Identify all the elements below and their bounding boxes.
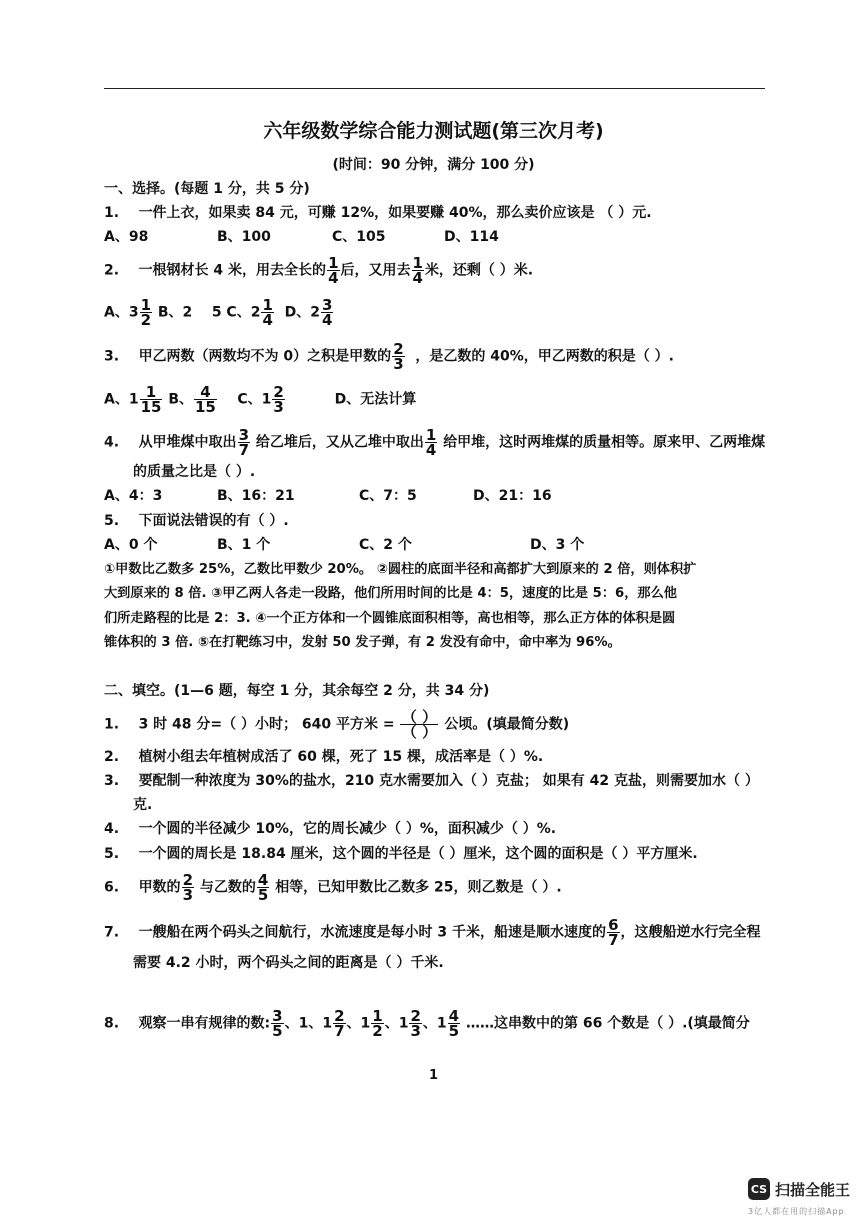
q-text: 与乙数的 bbox=[199, 879, 256, 896]
q-text: ，这艘船逆水行完全程 bbox=[620, 924, 761, 941]
page-number: 1 bbox=[428, 1068, 439, 1083]
fraction: $\frac{1}{15}$ bbox=[140, 383, 162, 416]
q-number: 8. bbox=[104, 1015, 120, 1032]
q-text: 甲乙两数（两数均不为 0）之积是甲数的 bbox=[138, 348, 392, 365]
option-c: C、105 bbox=[332, 229, 386, 245]
q-text: 植树小组去年植树成活了 60 棵，死了 15 棵，成活率是（ ）%. bbox=[138, 749, 544, 765]
option-c: C、2 个 bbox=[359, 537, 412, 553]
s1-q5-statement-line: 大到原来的 8 倍. ③甲乙两人各走一段路，他们所用时间的比是 4：5，速度的比是 5：6，那么他 bbox=[104, 586, 677, 601]
s2-q4 bbox=[104, 818, 556, 840]
option-d: D、21：16 bbox=[473, 488, 552, 504]
fraction: $\frac{3}{7}$ bbox=[238, 426, 249, 459]
s1-q5 bbox=[104, 510, 289, 532]
s2-q8 bbox=[104, 1009, 750, 1038]
watermark-tagline: 3亿人都在用的扫描App bbox=[748, 1207, 845, 1216]
q-text: 给甲堆，这时两堆煤的质量相等。原来甲、乙两堆煤 bbox=[443, 434, 766, 451]
q-text: 一件上衣，如果卖 84 元，可赚 12%，如果要赚 40%，那么卖价应该是 （ ）元. bbox=[138, 205, 652, 221]
option-a: A、98 bbox=[104, 229, 149, 245]
s1-q3-options bbox=[104, 385, 416, 414]
q-number: 4. bbox=[104, 434, 120, 451]
option-a: A、3 bbox=[104, 304, 139, 321]
option-b: B、2 bbox=[157, 304, 193, 321]
s1-q5-statement-line: ①甲数比乙数多 25%，乙数比甲数少 20%。 ②圆柱的底面半径和高都扩大到原来的 2 倍，则体积扩 bbox=[104, 562, 697, 577]
q-number: 5. bbox=[104, 846, 120, 862]
s2-q2 bbox=[104, 746, 543, 768]
q-text: 甲数的 bbox=[138, 879, 181, 896]
watermark-app-name: 扫描全能王 bbox=[775, 1180, 851, 1199]
scanner-watermark bbox=[748, 1178, 851, 1216]
s2-q6 bbox=[104, 873, 562, 902]
option-b: B、1 个 bbox=[217, 537, 271, 553]
s1-q1 bbox=[104, 202, 652, 224]
fraction: $\frac{3}{5}$ bbox=[272, 1007, 283, 1040]
q-text: 给乙堆后，又从乙堆中取出 bbox=[255, 434, 424, 451]
option-a: A、1 bbox=[104, 391, 139, 408]
option-c: C、7：5 bbox=[359, 488, 417, 504]
q-text: 后，又用去 bbox=[340, 262, 411, 279]
s2-q3 bbox=[104, 770, 759, 792]
q-number: 5. bbox=[104, 513, 120, 529]
q-number: 1. bbox=[104, 205, 120, 221]
q-text: ……这串数中的第 66 个数是（ ）.(填最简分 bbox=[465, 1015, 750, 1032]
q-number: 4. bbox=[104, 821, 120, 837]
q-text: 、1 bbox=[384, 1015, 409, 1032]
option-d: D、3 个 bbox=[530, 537, 585, 553]
s1-q4-line2: 的质量之比是（ ）. bbox=[133, 464, 256, 480]
fraction: $\frac{1}{4}$ bbox=[412, 254, 423, 287]
q-text: 一艘船在两个码头之间航行，水流速度是每小时 3 千米，船速是顺水速度的 bbox=[138, 924, 607, 941]
s1-q5-statement-line: 锥体积的 3 倍. ⑤在打靶练习中，发射 50 发子弹，有 2 发没有命中，命中率为 96%。 bbox=[104, 635, 621, 650]
q-text: 公顷。(填最简分数) bbox=[444, 716, 570, 733]
s2-q1 bbox=[104, 710, 569, 739]
fraction: $\frac{2}{3}$ bbox=[410, 1007, 421, 1040]
fraction: $\frac{6}{7}$ bbox=[608, 916, 619, 949]
page-subtitle: (时间：90 分钟，满分 100 分) bbox=[332, 157, 535, 173]
s1-q5-statement-line: 们所走路程的比是 2：3. ④一个正方体和一个圆锥底面积相等，高也相等，那么正方体的体积是圆 bbox=[104, 611, 676, 626]
q-text: 要配制一种浓度为 30%的盐水，210 克水需要加入（ ）克盐； 如果有 42 克盐，则需要加水（ ） bbox=[138, 773, 759, 789]
camscanner-icon: CS bbox=[748, 1178, 770, 1200]
q-number: 1. bbox=[104, 716, 120, 733]
fraction: $\frac{2}{3}$ bbox=[182, 871, 193, 904]
q-text: 观察一串有规律的数: bbox=[138, 1015, 271, 1032]
blank-fraction: $\frac{( )}{( )}$ bbox=[401, 708, 438, 741]
q-number: 3. bbox=[104, 348, 120, 365]
q-text: 米，还剩（ ）米. bbox=[424, 262, 534, 279]
fraction: $\frac{1}{4}$ bbox=[425, 426, 437, 459]
section2-heading: 二、填空。(1—6 题，每空 1 分，其余每空 2 分，共 34 分) bbox=[104, 683, 490, 699]
s2-q7-line2: 需要 4.2 小时，两个码头之间的距离是（ ）千米. bbox=[133, 955, 444, 971]
option-d: D、114 bbox=[444, 229, 499, 245]
q-text: 3 时 48 分=（ ）小时； 640 平方米 = bbox=[138, 716, 395, 733]
q-text: 、1 bbox=[422, 1015, 447, 1032]
fraction: $\frac{3}{4}$ bbox=[322, 296, 333, 329]
fraction: $\frac{1}{2}$ bbox=[140, 296, 152, 329]
fraction: $\frac{1}{4}$ bbox=[328, 254, 339, 287]
q-text: 从甲堆煤中取出 bbox=[138, 434, 237, 451]
s1-q4 bbox=[104, 428, 765, 457]
q-number: 6. bbox=[104, 879, 120, 896]
s2-q3-line2: 克. bbox=[133, 797, 153, 813]
page-title: 六年级数学综合能力测试题(第三次月考) bbox=[263, 120, 604, 142]
fraction: $\frac{2}{3}$ bbox=[393, 340, 404, 373]
fraction: $\frac{2}{7}$ bbox=[334, 1007, 345, 1040]
option-c: C、1 bbox=[237, 391, 272, 408]
option-a: A、4：3 bbox=[104, 488, 163, 504]
q-text: 下面说法错误的有（ ）. bbox=[138, 513, 289, 529]
option-d: D、无法计算 bbox=[334, 391, 417, 408]
fraction: $\frac{4}{5}$ bbox=[448, 1007, 460, 1040]
q-text: 一个圆的半径减少 10%，它的周长减少（ ）%，面积减少（ ）%. bbox=[138, 821, 557, 837]
s1-q3 bbox=[104, 342, 674, 371]
option-b: B、100 bbox=[217, 229, 271, 245]
q-text: 、1、1 bbox=[284, 1015, 333, 1032]
section1-heading: 一、选择。(每题 1 分，共 5 分) bbox=[104, 181, 310, 197]
q-text: 相等，已知甲数比乙数多 25，则乙数是（ ）. bbox=[275, 879, 562, 896]
q-text: 一根钢材长 4 米，用去全长的 bbox=[138, 262, 327, 279]
fraction: $\frac{4}{15}$ bbox=[195, 383, 216, 416]
s1-q2-options bbox=[104, 298, 334, 327]
s2-q5 bbox=[104, 843, 698, 865]
fraction: $\frac{1}{2}$ bbox=[372, 1007, 383, 1040]
q-number: 3. bbox=[104, 773, 120, 789]
option-b: B、 bbox=[168, 391, 193, 408]
s2-q7 bbox=[104, 918, 761, 947]
top-rule bbox=[104, 88, 765, 89]
option-b: B、16：21 bbox=[217, 488, 295, 504]
s1-q2 bbox=[104, 256, 533, 285]
fraction: $\frac{2}{3}$ bbox=[273, 383, 284, 416]
q-text: 、1 bbox=[346, 1015, 371, 1032]
q-number: 7. bbox=[104, 924, 120, 941]
q-text: 一个圆的周长是 18.84 厘米，这个圆的半径是（ ）厘米，这个圆的面积是（ ）平方厘米. bbox=[138, 846, 698, 862]
fraction: $\frac{4}{5}$ bbox=[257, 871, 269, 904]
option-c: 5 C、2 bbox=[211, 304, 261, 321]
q-number: 2. bbox=[104, 749, 120, 765]
q-number: 2. bbox=[104, 262, 120, 279]
fraction: $\frac{1}{4}$ bbox=[262, 296, 273, 329]
q-text: ，是乙数的 40%，甲乙两数的积是（ ）. bbox=[415, 348, 674, 365]
option-a: A、0 个 bbox=[104, 537, 158, 553]
option-d: D、2 bbox=[284, 304, 321, 321]
